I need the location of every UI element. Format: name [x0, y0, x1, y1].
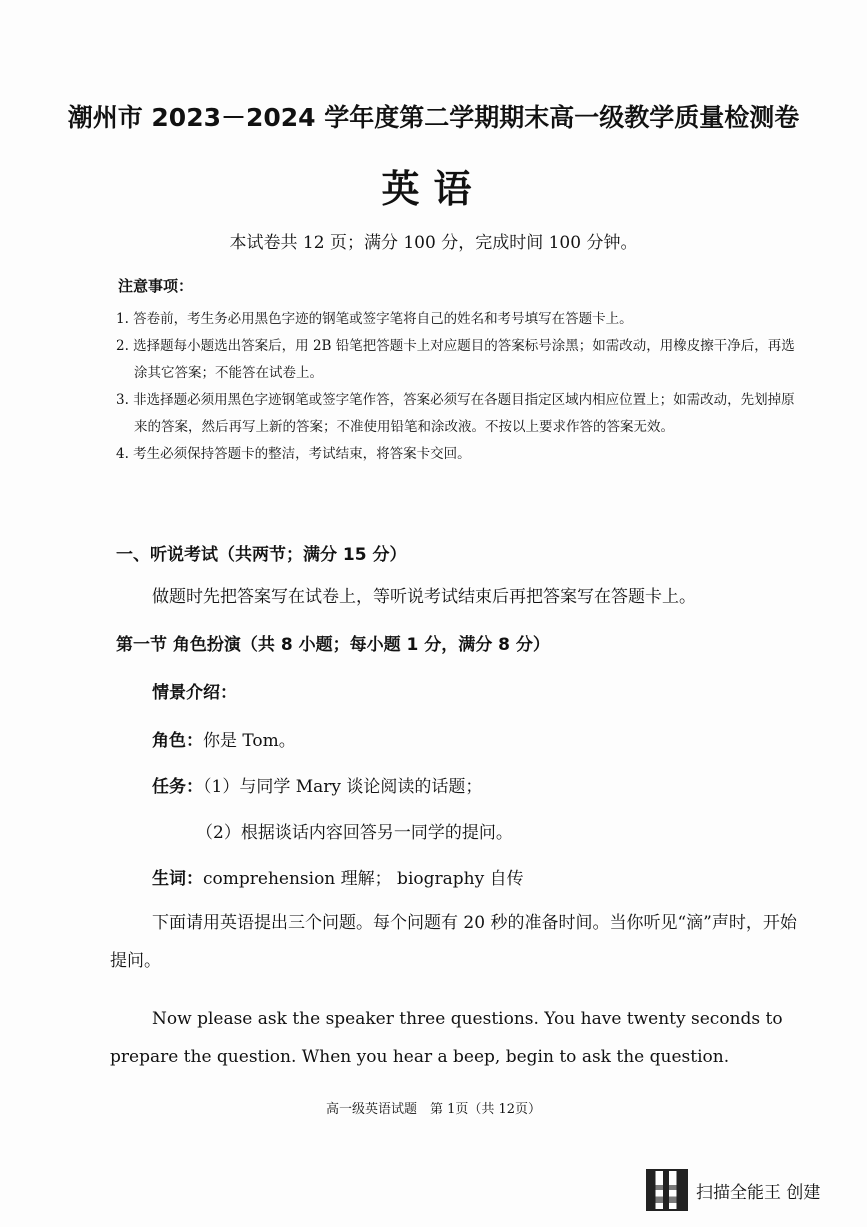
task-label: 任务： — [152, 777, 203, 797]
vocab-label: 生词： — [152, 869, 203, 889]
vocab-line — [152, 864, 524, 889]
scene-label-text: 情景介绍： — [152, 683, 237, 703]
page-footer: 高一级英语试题 第 1页（共 12页） — [325, 1102, 542, 1117]
task-1: （1）与同学 Mary 谈论阅读的话题； — [203, 777, 483, 797]
section-instruction: 做题时先把答案写在试卷上，等听说考试结束后再把答案写在答题卡上。 — [152, 587, 696, 607]
paper-info: 本试卷共 12 页；满分 100 分，完成时间 100 分钟。 — [229, 233, 638, 253]
role-label: 角色： — [152, 731, 203, 751]
cn-instruction: 下面请用英语提出三个问题。每个问题有 20 秒的准备时间。当你听见“滴”声时，开始提问。 — [110, 913, 797, 971]
exam-title: 潮州市 2023－2024 学年度第二学期期末高一级教学质量检测卷 — [67, 103, 800, 132]
watermark-text: 扫描全能王 创建 — [696, 1182, 821, 1203]
note-item: 2. 选择题每小题选出答案后，用 2B 铅笔把答题卡上对应题目的答案标号涂黑；如需改动，用橡皮擦干净后，再选涂其它答案；不能答在试卷上。 — [116, 338, 795, 381]
qr-code-icon — [646, 1169, 688, 1211]
note-item: 1. 答卷前，考生务必用黑色字迹的钢笔或签字笔将自己的姓名和考号填写在答题卡上。 — [116, 311, 633, 327]
exam-subject: 英语 — [381, 167, 486, 211]
scene-label — [152, 678, 237, 703]
part-heading: 第一节 角色扮演（共 8 小题；每小题 1 分，满分 8 分） — [116, 635, 550, 655]
role-line — [152, 726, 296, 751]
vocab-text: comprehension 理解； biography 自传 — [203, 869, 524, 889]
task-line-2: （2）根据谈话内容回答另一同学的提问。 — [196, 823, 513, 843]
notes-heading: 注意事项： — [118, 277, 194, 295]
role-text: 你是 Tom。 — [203, 731, 296, 751]
section-heading: 一、听说考试（共两节；满分 15 分） — [116, 545, 407, 565]
note-item: 3. 非选择题必须用黑色字迹钢笔或签字笔作答，答案必须写在各题目指定区域内相应位置上；如需改动，先划掉原来的答案，然后再写上新的答案；不准使用铅笔和涂改液。不按以上要求作答的答案无效。 — [116, 392, 795, 435]
notes-list — [116, 306, 806, 468]
scanner-watermark — [646, 1168, 820, 1212]
note-item: 4. 考生必须保持答题卡的整洁，考试结束，将答案卡交回。 — [116, 446, 471, 462]
en-instruction: Now please ask the speaker three questions. You have twenty seconds to prepare the question. When you hear a beep, begin to ask the question. — [110, 1009, 783, 1067]
task-line-1 — [152, 772, 482, 797]
